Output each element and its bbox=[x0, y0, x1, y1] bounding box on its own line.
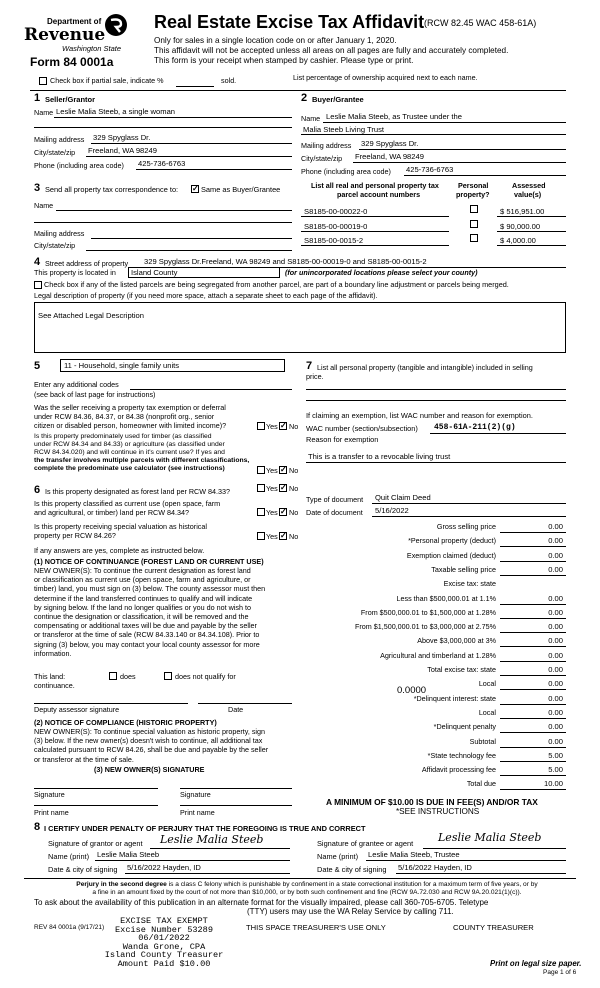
sec3-mail-label: Mailing address bbox=[34, 229, 85, 238]
tax-row-value[interactable]: 0.00 bbox=[548, 522, 563, 531]
tax-row-underline bbox=[500, 704, 566, 705]
compliance-text: NEW OWNER(S): To continue special valuation as historic property, sign (3) below. If the new owner(s) doesn't wish to continue, all additional tax calculated pursuant to RCW 84.26, shall be due and payable by the seller or transferor at the time of sale. bbox=[34, 727, 269, 764]
partial-sale-checkbox[interactable] bbox=[39, 77, 47, 85]
buyer-phone-field[interactable]: 425-736-6763 bbox=[406, 165, 454, 174]
perjury-note: Perjury in the second degree is a class C felony which is punishable by confinement in a state correctional institution for a maximum term of five years, or by a fine in an amount fixed by the court of not more than $10,000, or by both such confinement and fine (RCW 9A.72.030 and RCW 9A.20.021(1)(c)). bbox=[76, 881, 538, 896]
section-4-number: 4 bbox=[34, 256, 41, 268]
tax-row-underline bbox=[500, 632, 566, 633]
tax-row-underline bbox=[500, 718, 566, 719]
legal-description-field[interactable] bbox=[34, 302, 566, 353]
same-as-buyer-label: Same as Buyer/Grantee bbox=[201, 185, 281, 194]
sec3-name-field[interactable] bbox=[56, 210, 292, 211]
if-yes-note: If any answers are yes, complete as instructed below. bbox=[34, 546, 205, 555]
rev-number: REV 84 0001a (9/17/21) bbox=[34, 924, 105, 931]
tax-row-value[interactable]: 5.00 bbox=[548, 765, 563, 775]
wac-field[interactable]: 458-61A-211(2)(g) bbox=[434, 423, 516, 432]
tax-row-label: Total due bbox=[466, 779, 496, 789]
street-label: Street address of property bbox=[45, 259, 129, 268]
treasurer-use-label: THIS SPACE TREASURER'S USE ONLY bbox=[246, 923, 386, 932]
perjury-bold: Perjury in the second degree bbox=[76, 881, 167, 888]
tax-row-label: Excise tax: state bbox=[443, 579, 496, 589]
personal-col-header: Personal bbox=[458, 181, 489, 190]
street-field[interactable]: 329 Spyglass Dr.Freeland, WA 98249 and S8185-00-00019-0 and S8185-00-0015-2 bbox=[144, 257, 427, 266]
dept-label: Department of bbox=[47, 17, 102, 26]
continuance-heading: (1) NOTICE OF CONTINUANCE (FOREST LAND OR CURRENT USE) bbox=[34, 557, 264, 566]
alt-format-note-2: (TTY) users may use the WA Relay Service by calling 711. bbox=[247, 907, 454, 916]
seller-city-label: City/state/zip bbox=[34, 148, 76, 157]
tax-row-label: Affidavit processing fee bbox=[421, 765, 496, 775]
owner-print-field-1[interactable] bbox=[34, 805, 158, 806]
tax-row-label: Less than $500,000.01 at 1.1% bbox=[396, 593, 496, 603]
tax-row-value[interactable]: 0.00 bbox=[548, 622, 563, 632]
tax-row-label: Subtotal bbox=[469, 736, 496, 746]
tax-row-label: *Delinquent penalty bbox=[433, 722, 496, 732]
seller-name-field[interactable]: Leslie Malia Steeb, a single woman bbox=[56, 107, 176, 116]
seller-name-label: Name bbox=[34, 108, 54, 117]
county-value: Island County bbox=[131, 268, 178, 277]
divider bbox=[24, 878, 576, 879]
tax-row-value[interactable]: 0.00 bbox=[548, 607, 563, 617]
tax-row-label: Exemption claimed (deduct) bbox=[406, 550, 496, 560]
divider bbox=[30, 90, 566, 91]
grantee-signature[interactable]: Leslie Malia Steeb bbox=[438, 831, 542, 844]
section-6-number: 6 bbox=[34, 484, 41, 496]
section-8-number: 8 bbox=[34, 821, 41, 833]
tax-row-label: Taxable selling price bbox=[431, 564, 496, 574]
doc-date-field[interactable]: 5/16/2022 bbox=[375, 506, 409, 515]
tax-row-value[interactable]: 10.00 bbox=[543, 779, 563, 789]
tax-row-label: *Personal property (deduct) bbox=[408, 536, 496, 546]
tax-row-value[interactable]: 0.00 bbox=[548, 665, 563, 674]
state-label: Washington State bbox=[62, 44, 122, 53]
section-3-number: 3 bbox=[34, 182, 41, 194]
header-note-1: Only for sales in a single location code on or after January 1, 2020. bbox=[154, 36, 397, 45]
personal-property-checkbox[interactable] bbox=[470, 220, 478, 228]
buyer-name-label: Name bbox=[301, 114, 321, 123]
parcel-number[interactable]: S8185-00-00019-0 bbox=[304, 222, 368, 231]
county-treasurer-label: COUNTY TREASURER bbox=[453, 923, 534, 932]
personal-property-field-1[interactable] bbox=[306, 389, 566, 390]
county-select[interactable] bbox=[128, 267, 280, 278]
tax-row-label: Total excise tax: state bbox=[427, 665, 496, 674]
buyer-phone-label: Phone (including area code) bbox=[301, 167, 391, 176]
buyer-mail-label: Mailing address bbox=[301, 141, 352, 150]
tax-row-value[interactable]: 0.00 bbox=[548, 736, 563, 746]
grantor-signature[interactable]: Leslie Malia Steeb bbox=[160, 833, 264, 846]
certify-text: I CERTIFY UNDER PENALTY OF PERJURY THAT THE FOREGOING IS TRUE AND CORRECT bbox=[44, 824, 366, 833]
deputy-date-field[interactable] bbox=[198, 703, 292, 704]
s5q1-yes-checkbox[interactable] bbox=[257, 422, 265, 430]
section-7-number: 7 bbox=[306, 360, 313, 372]
does-checkbox[interactable] bbox=[109, 672, 117, 680]
grantor-date-city[interactable]: 5/16/2022 Hayden, ID bbox=[127, 863, 201, 872]
personal-property-checkbox[interactable] bbox=[470, 234, 478, 242]
seller-heading: Seller/Grantor bbox=[45, 95, 96, 104]
page-number: Page 1 of 6 bbox=[543, 969, 577, 976]
tax-row-label: Local bbox=[478, 679, 496, 689]
partial-percent-field[interactable] bbox=[176, 86, 214, 87]
s5q2-no-checkbox[interactable] bbox=[279, 466, 287, 474]
s6q1-no-checkbox[interactable] bbox=[279, 484, 287, 492]
personal-property-checkbox[interactable] bbox=[470, 205, 478, 213]
segregated-checkbox[interactable] bbox=[34, 281, 42, 289]
owner-signature-field-1[interactable] bbox=[34, 788, 158, 789]
tax-row-label: *Delinquent interest: state bbox=[413, 693, 496, 703]
doc-type-field[interactable]: Quit Claim Deed bbox=[375, 493, 431, 502]
tax-row-underline bbox=[500, 775, 566, 776]
tax-row-underline bbox=[500, 604, 566, 605]
see-back-note: (see back of last page for instructions) bbox=[34, 390, 156, 399]
tax-row-underline bbox=[500, 732, 566, 733]
tax-row-value[interactable]: 0.00 bbox=[548, 650, 563, 660]
segregated-label: Check box if any of the listed parcels are being segregated from another parcel, are part of a boundary line adjustment or parcels being merged. bbox=[44, 280, 509, 289]
assessed-value[interactable]: $ 4,000.00 bbox=[500, 236, 536, 245]
seller-mail-field[interactable]: 329 Spyglass Dr. bbox=[93, 133, 151, 142]
assessed-value[interactable]: $ 90,000.00 bbox=[500, 222, 541, 231]
buyer-heading: Buyer/Grantee bbox=[312, 95, 364, 104]
local-rate[interactable]: 0.0000 bbox=[397, 685, 427, 696]
tax-row-value[interactable]: 0.00 bbox=[548, 636, 563, 646]
use-code-value: 11 - Household, single family units bbox=[64, 361, 180, 370]
same-as-buyer-checkbox[interactable] bbox=[191, 185, 199, 193]
tax-row-value[interactable]: 0.00 bbox=[548, 679, 563, 689]
buyer-name-field[interactable]: Leslie Malia Steeb, as Trustee under the bbox=[326, 112, 462, 121]
s6q2-no-checkbox[interactable] bbox=[279, 508, 287, 516]
parcel-number[interactable]: S8185-00-00022-0 bbox=[304, 207, 368, 216]
tax-row-label: Local bbox=[478, 707, 496, 717]
revenue-logo-text: Revenue bbox=[24, 25, 106, 45]
partial-sold-label: sold. bbox=[221, 76, 237, 85]
tax-row-value[interactable]: 0.00 bbox=[548, 593, 563, 603]
tax-row-value[interactable]: 0.00 bbox=[548, 693, 563, 703]
page-title: Real Estate Excise Tax Affidavit bbox=[154, 12, 425, 32]
tax-row-label: Gross selling price bbox=[436, 522, 496, 531]
s6q3-no-checkbox[interactable] bbox=[279, 532, 287, 540]
parcel-number[interactable]: S8185-00-0015-2 bbox=[304, 236, 364, 245]
alt-format-note-1: To ask about the availability of this publication in an alternate format for the visually impaired, please call 360-705-6705. Teletype bbox=[34, 898, 489, 907]
header-note-3: This form is your receipt when stamped by cashier. Please type or print. bbox=[154, 56, 414, 65]
continuance-text: NEW OWNER(S): To continue the current designation as forest land or classification as current use (open space, farm and agriculture, or timber) land, you must sign on (3) below. The county assessor must then determine if the land transferred continues to qualify and will indicate by signing below. If the land no longer qualifies or you do not wish to continue the designation or classification, it will be removed and the compensating or additional taxes will be due and payable by the seller or transferor at the time of sale (RCW 84.33.140 or 84.34.108). Prior to signing (3) below, you may contact your local county assessor for more information. bbox=[34, 566, 266, 658]
sec3-city-label: City/state/zip bbox=[34, 241, 76, 250]
buyer-city-label: City/state/zip bbox=[301, 154, 343, 163]
ownership-note: List percentage of ownership acquired next to each name. bbox=[293, 73, 478, 82]
compliance-heading: (2) NOTICE OF COMPLIANCE (HISTORIC PROPERTY) bbox=[34, 718, 217, 727]
tax-row-value[interactable]: 0.00 bbox=[548, 536, 563, 546]
section-1-number: 1 bbox=[34, 92, 41, 104]
form-number: Form 84 0001a bbox=[30, 55, 114, 69]
does-not-checkbox[interactable] bbox=[164, 672, 172, 680]
new-owner-sig-heading: (3) NEW OWNER(S) SIGNATURE bbox=[94, 765, 205, 774]
sec3-text: Send all property tax correspondence to: bbox=[45, 185, 179, 194]
tax-row-label: Agricultural and timberland at 1.28% bbox=[380, 650, 496, 660]
tax-row-value[interactable]: 0.00 bbox=[548, 707, 563, 717]
tax-row-value[interactable]: 5.00 bbox=[548, 750, 563, 760]
legal-label: Legal description of property (if you need more space, attach a separate sheet to each page of the affidavit). bbox=[34, 291, 378, 300]
deputy-signature-field[interactable] bbox=[34, 703, 188, 704]
tax-row-value[interactable]: 0.00 bbox=[548, 550, 563, 560]
use-code-select[interactable] bbox=[60, 359, 285, 372]
seller-phone-field[interactable]: 425-736-6763 bbox=[138, 159, 186, 168]
assessed-value[interactable]: $ 516,951.00 bbox=[500, 207, 545, 216]
located-label: This property is located in bbox=[34, 268, 116, 277]
s6q2-yes-checkbox[interactable] bbox=[257, 508, 265, 516]
tax-row-label: From $500,000.01 to $1,500,000 at 1.28% bbox=[360, 607, 496, 617]
tax-row-underline bbox=[500, 546, 566, 547]
tax-row-underline bbox=[500, 747, 566, 748]
tax-row-label: *State technology fee bbox=[427, 750, 496, 760]
legal-description-value: See Attached Legal Description bbox=[38, 311, 144, 320]
buyer-name-field-2[interactable]: Malia Steeb Living Trust bbox=[303, 125, 385, 134]
grantee-date-city[interactable]: 5/16/2022 Hayden, ID bbox=[398, 863, 472, 872]
s6q1-yes-checkbox[interactable] bbox=[257, 484, 265, 492]
buyer-city-field[interactable]: Freeland, WA 98249 bbox=[355, 152, 424, 161]
partial-sale-label: Check box if partial sale, indicate % bbox=[50, 76, 164, 85]
sec3-city-field[interactable] bbox=[86, 250, 292, 251]
owner-print-field-2[interactable] bbox=[180, 805, 292, 806]
owner-signature-field-2[interactable] bbox=[180, 788, 292, 789]
s5q1-no-checkbox[interactable] bbox=[279, 422, 287, 430]
tax-row-underline bbox=[500, 689, 566, 690]
minimum-fee-note: A MINIMUM OF $10.00 IS DUE IN FEE(S) AND/OR TAX bbox=[326, 797, 538, 807]
see-instructions-note: *SEE INSTRUCTIONS bbox=[396, 807, 480, 816]
tax-row-underline bbox=[500, 575, 566, 576]
revenue-logo-icon bbox=[105, 14, 127, 36]
assessed-col-header: Assessed bbox=[512, 181, 546, 190]
tax-row-underline bbox=[500, 561, 566, 562]
tax-row-underline bbox=[500, 646, 566, 647]
tax-row-value[interactable]: 0.00 bbox=[548, 564, 563, 574]
grantor-print-name[interactable]: Leslie Malia Steeb bbox=[97, 850, 160, 859]
seller-city-field[interactable]: Freeland, WA 98249 bbox=[88, 146, 157, 155]
seller-phone-label: Phone (including area code) bbox=[34, 161, 124, 170]
tax-row-value[interactable]: 0.00 bbox=[548, 722, 563, 732]
tax-row-label: From $1,500,000.01 to $3,000,000 at 2.75% bbox=[354, 622, 496, 632]
additional-codes-label: Enter any additional codes bbox=[34, 380, 119, 389]
grantee-print-name[interactable]: Leslie Malia Steeb, Trustee bbox=[368, 850, 460, 859]
rcw-ref: (RCW 82.45 WAC 458-61A) bbox=[424, 18, 537, 28]
seller-mail-label: Mailing address bbox=[34, 135, 85, 144]
sec3-name-label: Name bbox=[34, 201, 54, 210]
section-5-number: 5 bbox=[34, 360, 41, 372]
s6q3-yes-checkbox[interactable] bbox=[257, 532, 265, 540]
header-note-2: This affidavit will not be accepted unless all areas on all pages are fully and accurately completed. bbox=[154, 46, 509, 55]
tax-row-underline bbox=[500, 675, 566, 676]
treasurer-stamp: EXCISE TAX EXEMPT Excise Number 53289 06/01/2022 Wanda Grone, CPA Island County Treasurer Amount Paid $10.00 bbox=[104, 916, 224, 969]
tax-row-underline bbox=[500, 761, 566, 762]
tax-row-label: Above $3,000,000 at 3% bbox=[417, 636, 496, 646]
tax-row-underline bbox=[500, 789, 566, 790]
parcel-col-header: List all real and personal property tax bbox=[311, 181, 439, 190]
personal-property-field-2[interactable] bbox=[306, 400, 566, 401]
tax-row-underline bbox=[500, 661, 566, 662]
section-2-number: 2 bbox=[301, 92, 308, 104]
buyer-mail-field[interactable]: 329 Spyglass Dr. bbox=[361, 139, 419, 148]
legal-paper-note: Print on legal size paper. bbox=[490, 959, 582, 968]
county-note: (for unincorporated locations please select your county) bbox=[285, 268, 478, 277]
tax-row-underline bbox=[500, 532, 566, 533]
reason-field[interactable]: This is a transfer to a revocable living trust bbox=[308, 452, 451, 461]
sec3-mail-field[interactable] bbox=[91, 238, 292, 239]
s5q2-yes-checkbox[interactable] bbox=[257, 466, 265, 474]
tax-row-underline bbox=[500, 618, 566, 619]
